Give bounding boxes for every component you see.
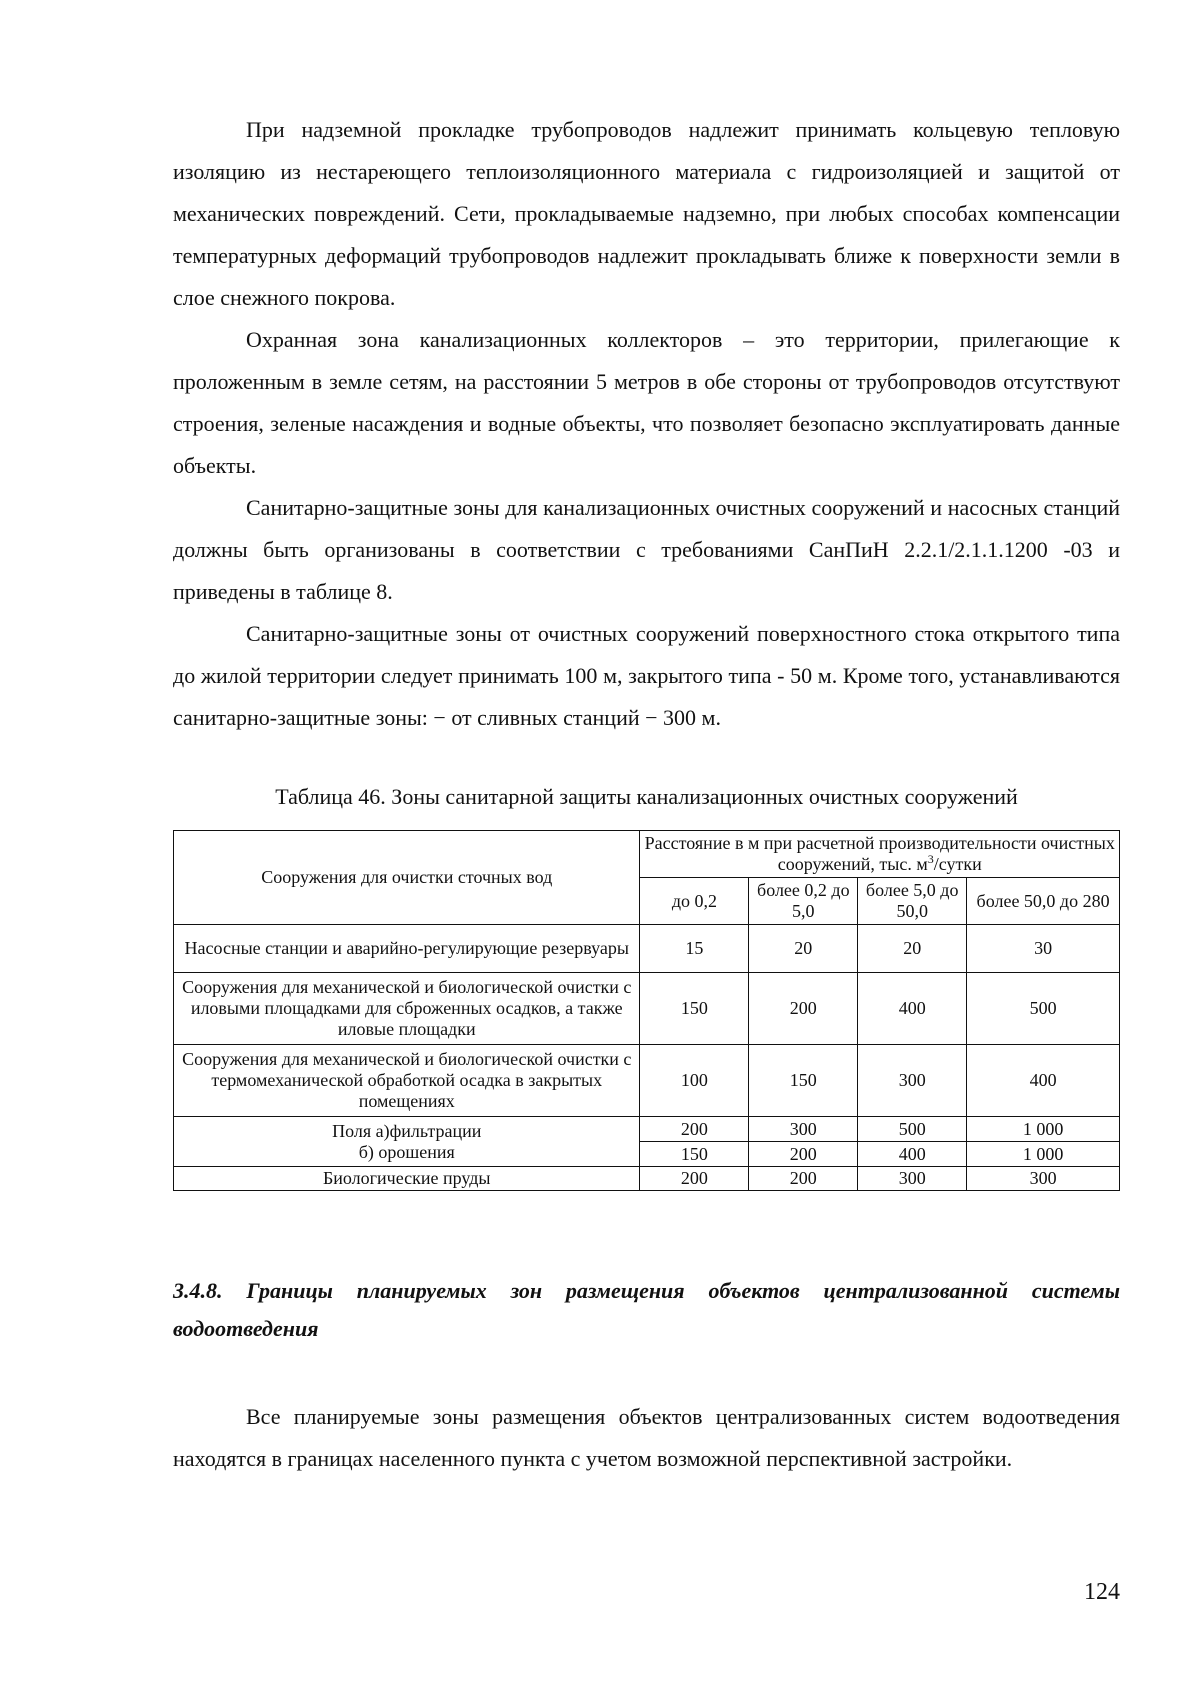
table-column-header: до 0,2 (640, 878, 749, 925)
table-cell: 400 (967, 1045, 1120, 1117)
table-cell: 300 (858, 1167, 967, 1191)
table-row-name: Сооружения для механической и биологической очистки с термомеханической обработкой осадка в закрытых помещениях (174, 1045, 640, 1117)
table-cell: 300 (967, 1167, 1120, 1191)
paragraph-sewer-protection-zone: Охранная зона канализационных коллекторов – это территории, прилегающие к проложенным в земле сетям, на расстоянии 5 метров в обе стороны от трубопроводов отсутствуют строения, зеленые насаждения и водные объекты, что позволяет безопасно эксплуатировать данные объекты. (173, 327, 1120, 478)
table-cell: 200 (749, 1142, 858, 1167)
table-cell: 200 (640, 1117, 749, 1142)
table-caption: Таблица 46. Зоны санитарной защиты канализационных очистных сооружений (275, 784, 1018, 809)
table-row-name-fields (174, 1117, 640, 1167)
table-column-header: более 50,0 до 280 (967, 878, 1120, 925)
table-cell: 20 (858, 925, 967, 973)
table-row (174, 925, 1120, 973)
table-header-distance-suffix: /сутки (933, 854, 982, 874)
page-number: 124 (1084, 1579, 1120, 1605)
table-row (174, 1167, 1120, 1191)
table-row-name: Насосные станции и аварийно-регулирующие резервуары (174, 925, 640, 973)
paragraph-planned-zones: Все планируемые зоны размещения объектов централизованных систем водоотведения находятся в границах населенного пункта с учетом возможной перспективной застройки. (173, 1404, 1120, 1471)
table-header-facility: Сооружения для очистки сточных вод (174, 831, 640, 925)
table-cell: 200 (640, 1167, 749, 1191)
table-header-distance (640, 831, 1120, 878)
table-cell: 200 (749, 1167, 858, 1191)
sanitary-zones-table (173, 830, 1120, 1191)
paragraph-surface-runoff-zones: Санитарно-защитные зоны от очистных сооружений поверхностного стока открытого типа до жилой территории следует принимать 100 м, закрытого типа - 50 м. Кроме того, устанавливаются санитарно-защитные зоны: − от сливных станций − 300 м. (173, 621, 1120, 730)
table-cell: 1 000 (967, 1142, 1120, 1167)
table-cell: 150 (749, 1045, 858, 1117)
table-cell: 20 (749, 925, 858, 973)
fields-label-a: Поля а)фильтрации (332, 1120, 482, 1141)
paragraph-aboveground-pipes: При надземной прокладке трубопроводов надлежит принимать кольцевую тепловую изоляцию из нестареющего теплоизоляционного материала с гидроизоляцией и защитой от механических повреждений. Сети, прокладываемые надземно, при любых способах компенсации температурных деформаций трубопроводов надлежит прокладывать ближе к поверхности земли в слое снежного покрова. (173, 117, 1120, 310)
section-heading: 3.4.8. Границы планируемых зон размещения объектов централизованной системы водоотведения (173, 1278, 1120, 1341)
table-row-name: Сооружения для механической и биологической очистки с иловыми площадками для сброженных осадков, а также иловые площадки (174, 973, 640, 1045)
table-column-header: более 5,0 до 50,0 (858, 878, 967, 925)
table-cell: 15 (640, 925, 749, 973)
table-cell: 300 (858, 1045, 967, 1117)
table-cell: 30 (967, 925, 1120, 973)
table-cell: 500 (967, 973, 1120, 1045)
table-cell: 150 (640, 973, 749, 1045)
paragraph-sanitary-zones: Санитарно-защитные зоны для канализационных очистных сооружений и насосных станций должны быть организованы в соответствии с требованиями СанПиН 2.2.1/2.1.1.1200 -03 и приведены в таблице 8. (173, 495, 1120, 604)
table-cell: 300 (749, 1117, 858, 1142)
table-header-distance-text: Расстояние в м при расчетной производительности очистных сооружений, тыс. м (644, 833, 1115, 874)
table-cell: 200 (749, 973, 858, 1045)
table-header-row (174, 831, 1120, 878)
fields-label-b: б) орошения (358, 1141, 455, 1162)
table-row (174, 1045, 1120, 1117)
table-row-name: Биологические пруды (174, 1167, 640, 1191)
table-cell: 150 (640, 1142, 749, 1167)
table-row (174, 1117, 1120, 1142)
table-header-distance-sup: 3 (927, 852, 934, 866)
table-cell: 400 (858, 1142, 967, 1167)
table-cell: 100 (640, 1045, 749, 1117)
table-cell: 400 (858, 973, 967, 1045)
table-cell: 1 000 (967, 1117, 1120, 1142)
table-cell: 500 (858, 1117, 967, 1142)
table-column-header: более 0,2 до 5,0 (749, 878, 858, 925)
table-row (174, 973, 1120, 1045)
